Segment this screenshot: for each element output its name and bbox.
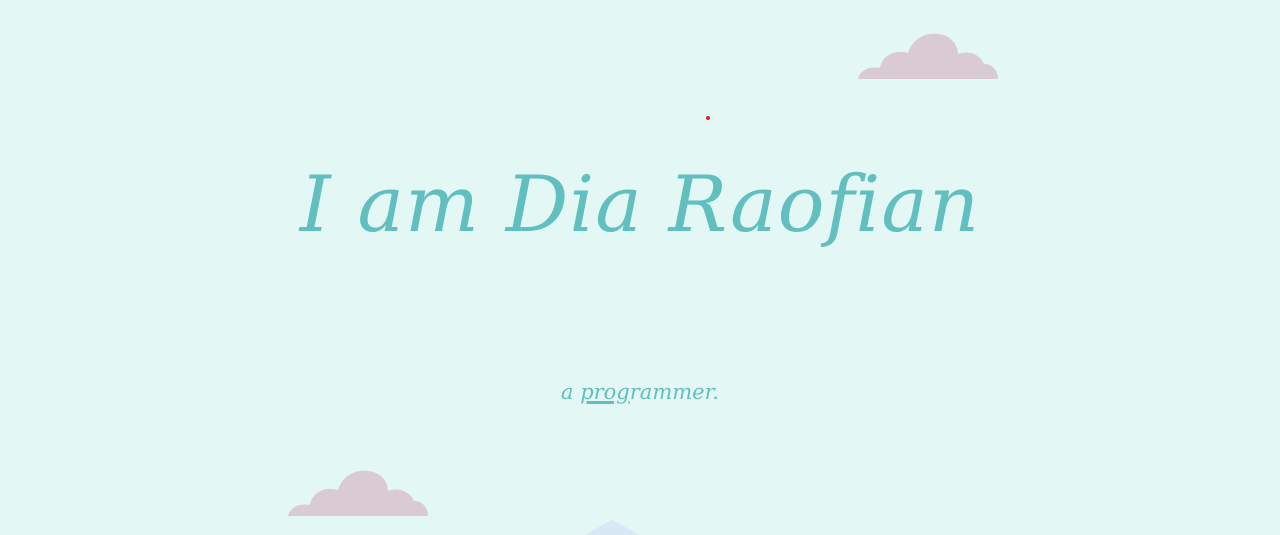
red-dot [706,116,710,120]
cloud-top-icon [856,32,1000,80]
tagline-suffix: rammer. [629,380,719,404]
tagline [0,380,1280,404]
cloud-bottom-icon [286,469,430,517]
tagline-highlight: prog [580,380,630,404]
tagline-prefix: a [560,380,581,404]
hero-title: I am Dia Raofian [299,160,981,250]
mountain-peak-icon [582,520,642,535]
